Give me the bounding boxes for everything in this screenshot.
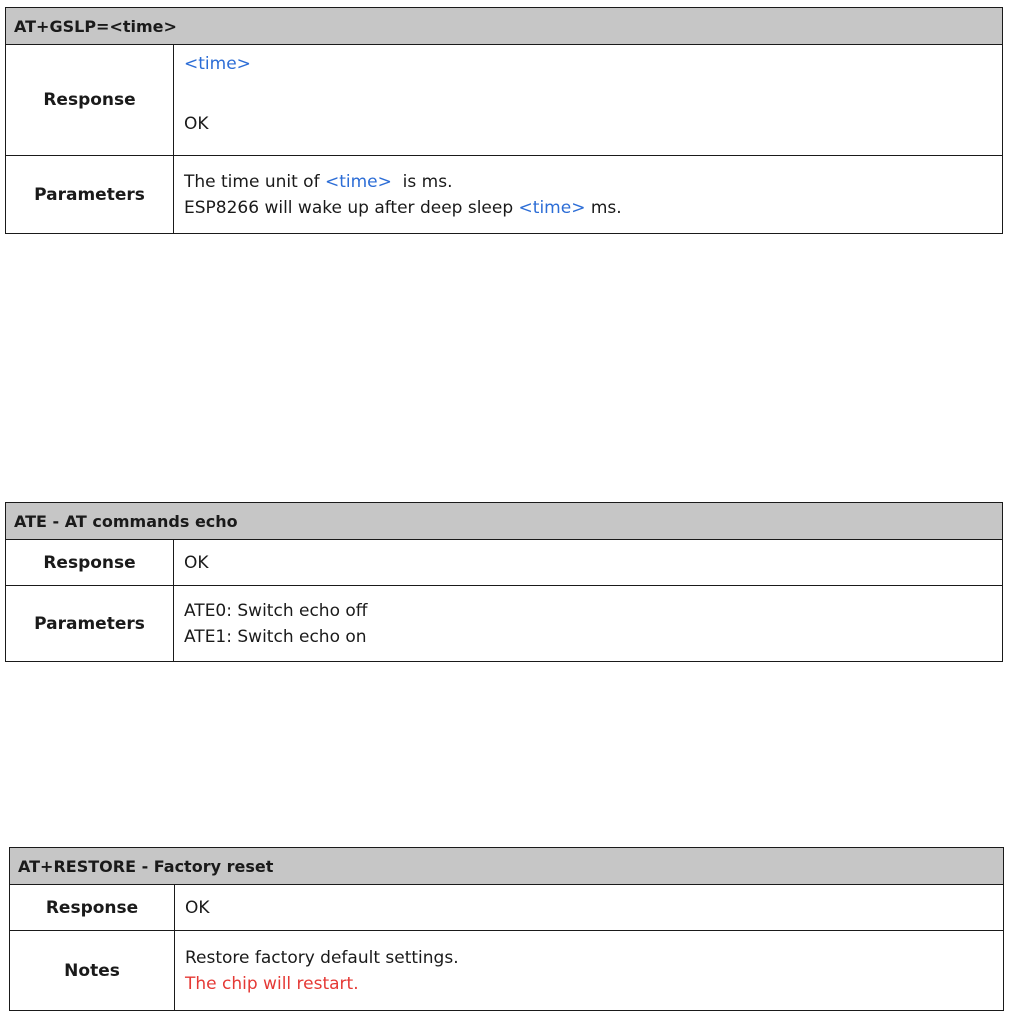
response-label: Response <box>6 45 174 156</box>
time-param: <time> <box>518 197 586 218</box>
table-header-row <box>6 503 1003 540</box>
notes-value <box>175 931 1004 1011</box>
response-label: Response <box>6 540 174 586</box>
response-value <box>174 45 1003 156</box>
response-row <box>6 45 1003 156</box>
parameters-value <box>174 586 1003 662</box>
at-gslp-table <box>5 7 1003 234</box>
response-value: OK <box>174 540 1003 586</box>
response-row <box>10 885 1004 931</box>
notes-row <box>10 931 1004 1011</box>
table-title: AT+GSLP=<time> <box>6 8 1003 45</box>
text-segment: The time unit of <box>184 171 325 192</box>
table-title: ATE - AT commands echo <box>6 503 1003 540</box>
parameters-row <box>6 156 1003 234</box>
text-segment: ms. <box>585 197 622 218</box>
parameters-line-2 <box>184 195 992 221</box>
response-row <box>6 540 1003 586</box>
text-segment: ESP8266 will wake up after deep sleep <box>184 197 519 218</box>
time-param: <time> <box>324 171 392 192</box>
notes-label: Notes <box>10 931 175 1011</box>
response-ok: OK <box>184 114 209 134</box>
parameters-line-1 <box>184 169 992 195</box>
table-header-row <box>6 8 1003 45</box>
response-value: OK <box>175 885 1004 931</box>
parameters-label: Parameters <box>6 586 174 662</box>
table-title: AT+RESTORE - Factory reset <box>10 848 1004 885</box>
table-header-row <box>10 848 1004 885</box>
parameters-value <box>174 156 1003 234</box>
text-segment: is ms. <box>391 171 453 192</box>
parameters-label: Parameters <box>6 156 174 234</box>
ate-table <box>5 502 1003 662</box>
response-time-param: <time> <box>184 54 251 74</box>
notes-line-1: Restore factory default settings. <box>185 947 459 968</box>
parameters-row <box>6 586 1003 662</box>
notes-warning: The chip will restart. <box>185 973 359 994</box>
parameters-line-1: ATE0: Switch echo off <box>184 600 368 621</box>
at-restore-table <box>9 847 1004 1011</box>
parameters-line-2: ATE1: Switch echo on <box>184 626 367 647</box>
response-label: Response <box>10 885 175 931</box>
